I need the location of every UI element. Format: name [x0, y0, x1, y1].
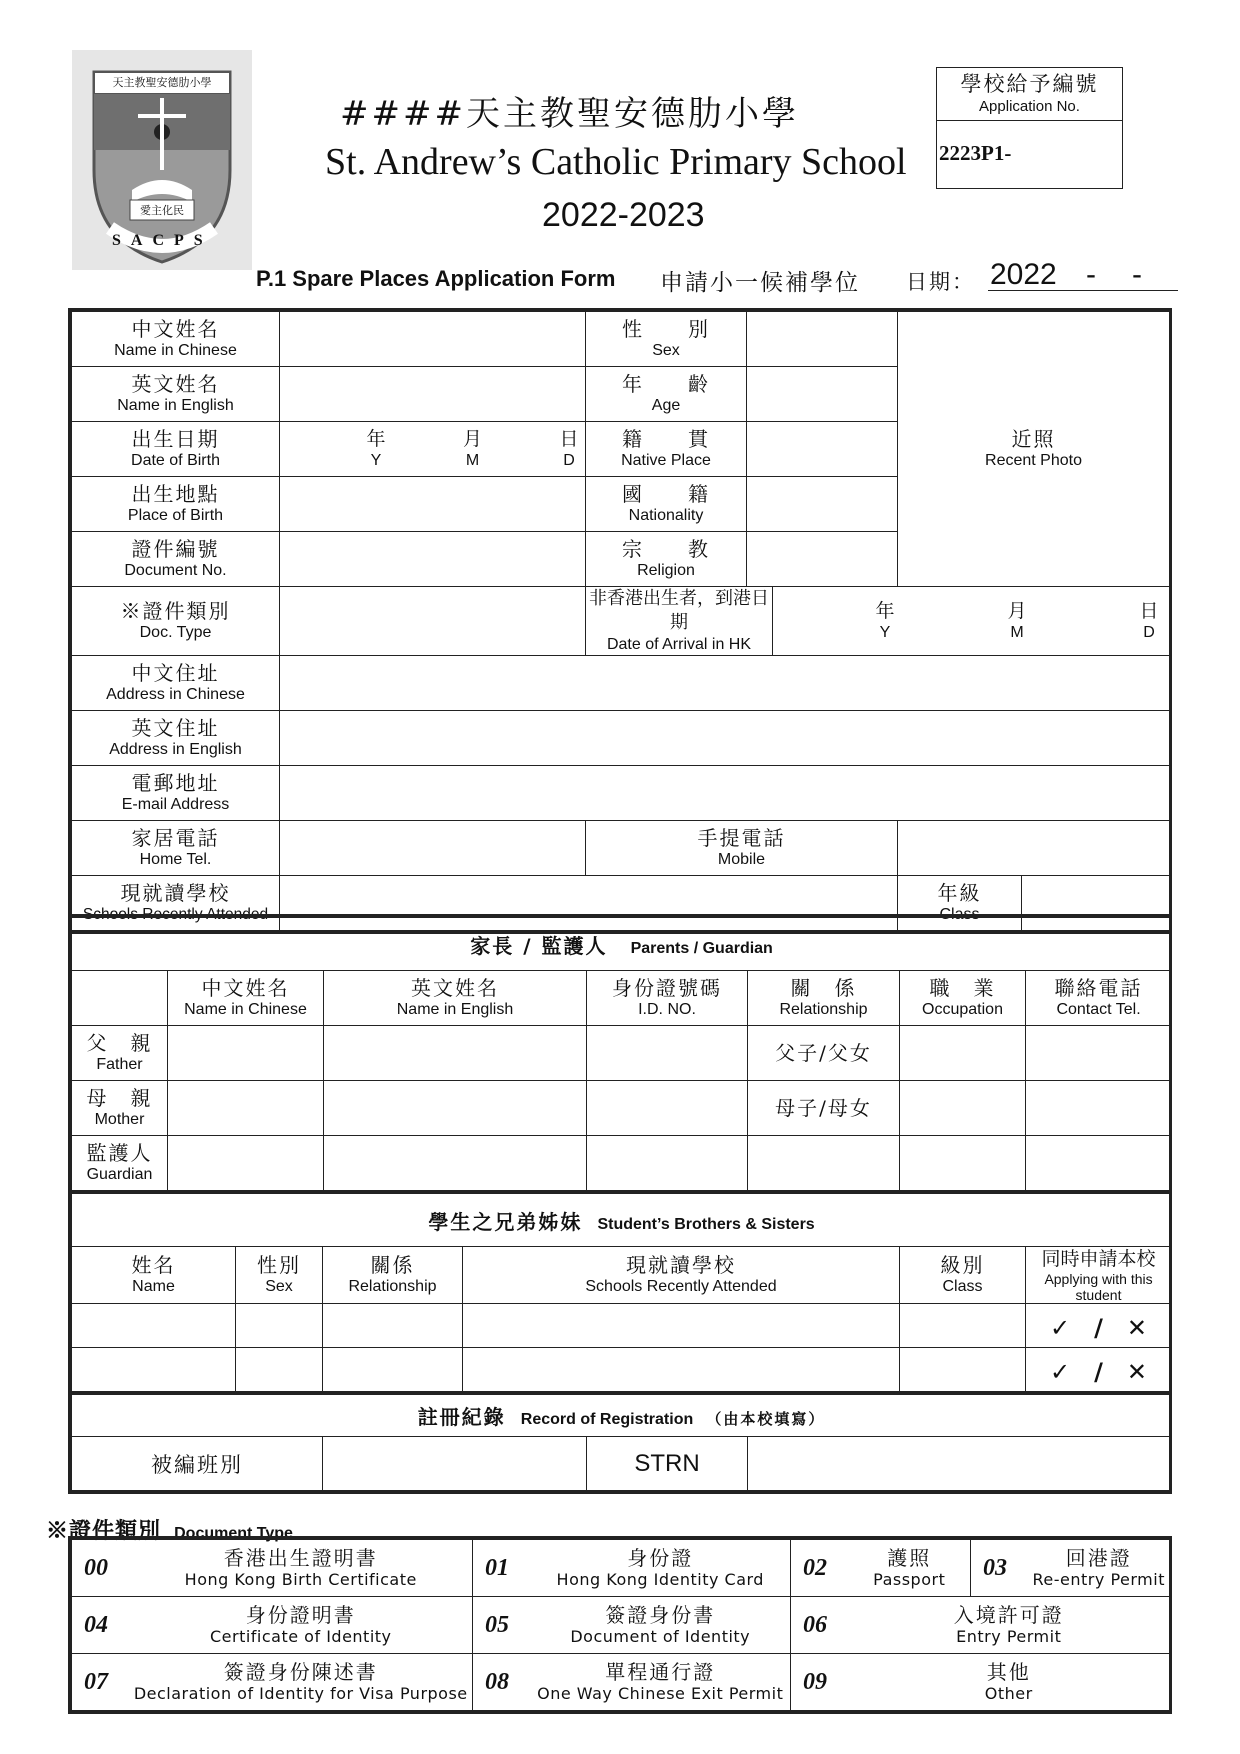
native-place-label: 籍 貫 Native Place [586, 422, 747, 477]
parents-col-relationship: 關 係 Relationship [748, 971, 900, 1026]
parents-col-name-en: 英文姓名 Name in English [324, 971, 587, 1026]
application-no-box [936, 67, 1123, 189]
mother-id-field[interactable] [587, 1081, 748, 1136]
siblings-section [68, 1190, 1172, 1395]
arrival-label: 非香港出生者，到港日期 Date of Arrival in HK [586, 587, 773, 656]
doc-code-05: 05 [473, 1597, 531, 1654]
assigned-class-label: 被編班別 [72, 1437, 323, 1491]
form-title-en: P.1 Spare Places Application Form [256, 266, 616, 291]
father-occupation-field[interactable] [900, 1026, 1026, 1081]
application-no-label-zh: 學校給予編號 [960, 72, 1099, 96]
sibling-sex-field[interactable] [236, 1304, 323, 1348]
pob-label: 出生地點 Place of Birth [72, 477, 280, 532]
guardian-id-field[interactable] [587, 1136, 748, 1191]
doc-code-09: 09 [791, 1654, 849, 1711]
date-year: 2022 [990, 258, 1057, 291]
doc-type-table [71, 1539, 1170, 1711]
guardian-name-zh-field[interactable] [168, 1136, 324, 1191]
parents-header-blank [72, 971, 168, 1026]
doc-type-01: 身份證 Hong Kong Identity Card [531, 1540, 791, 1597]
guardian-name-en-field[interactable] [324, 1136, 587, 1191]
parents-col-name-zh: 中文姓名 Name in Chinese [168, 971, 324, 1026]
siblings-col-sex: 性別 Sex [236, 1247, 323, 1304]
parents-title: 家長 / 監護人 Parents / Guardian [72, 918, 1172, 971]
school-year: 2022-2023 [542, 196, 705, 234]
doc-code-04: 04 [72, 1597, 130, 1654]
doc-type-05: 簽證身份書 Document of Identity [531, 1597, 791, 1654]
dob-label: 出生日期 Date of Birth [72, 422, 280, 477]
registration-section [68, 1391, 1172, 1494]
doc-type-legend [68, 1536, 1172, 1714]
siblings-col-school: 現就讀學校 Schools Recently Attended [463, 1247, 900, 1304]
logo-motto-text: 愛主化民 [140, 204, 184, 217]
sibling-sex-field[interactable] [236, 1348, 323, 1392]
sibling-school-field[interactable] [463, 1304, 900, 1348]
doc-code-00: 00 [72, 1540, 130, 1597]
doc-type-07: 簽證身份陳述書 Declaration of Identity for Visa Purpose [130, 1654, 473, 1711]
sex-field[interactable] [747, 312, 898, 367]
docno-field[interactable] [280, 532, 586, 587]
doc-code-01: 01 [473, 1540, 531, 1597]
name-en-label: 英文姓名 Name in English [72, 367, 280, 422]
doc-type-02: 護照 Passport [849, 1540, 971, 1597]
doc-type-09: 其他 Other [849, 1654, 1170, 1711]
parents-table [71, 917, 1172, 1191]
date-field[interactable] [988, 258, 1178, 291]
mobile-label: 手提電話 Mobile [586, 821, 898, 876]
arrival-date-field[interactable]: 年 Y 月 M 日 D [773, 587, 1170, 656]
doctype-field[interactable] [280, 587, 586, 656]
student-info-table [71, 311, 1170, 931]
email-field[interactable] [280, 766, 1170, 821]
parents-col-id: 身份證號碼 I.D. NO. [587, 971, 748, 1026]
sibling-class-field[interactable] [900, 1348, 1026, 1392]
native-place-field[interactable] [747, 422, 898, 477]
sibling-applying-choice[interactable]: ✓ / ✕ [1026, 1304, 1172, 1348]
doc-type-06: 入境許可證 Entry Permit [849, 1597, 1170, 1654]
date-separator-1: - [1086, 258, 1096, 291]
class-label: 年級 Class [898, 876, 1022, 931]
sibling-school-field[interactable] [463, 1348, 900, 1392]
nationality-field[interactable] [747, 477, 898, 532]
parents-col-tel: 聯絡電話 Contact Tel. [1026, 971, 1172, 1026]
addr-en-field[interactable] [280, 711, 1170, 766]
mother-relationship[interactable]: 母子/母女 [748, 1081, 900, 1136]
siblings-col-relationship: 關係 Relationship [323, 1247, 463, 1304]
application-no-value[interactable]: 2223P1- [939, 141, 1012, 165]
sibling-applying-choice[interactable]: ✓ / ✕ [1026, 1348, 1172, 1392]
doc-type-04: 身份證明書 Certificate of Identity [130, 1597, 473, 1654]
docno-label: 證件編號 Document No. [72, 532, 280, 587]
siblings-col-applying: 同時申請本校 Applying with this student [1026, 1247, 1172, 1304]
addr-zh-label: 中文住址 Address in Chinese [72, 656, 280, 711]
school-logo [72, 50, 252, 270]
mother-label: 母 親 Mother [72, 1081, 168, 1136]
sibling-row [72, 1348, 1172, 1392]
addr-zh-field[interactable] [280, 656, 1170, 711]
doc-type-03: 回港證 Re-entry Permit [1029, 1540, 1170, 1597]
parent-row-father [72, 1026, 1172, 1081]
mother-tel-field[interactable] [1026, 1081, 1172, 1136]
sex-label: 性 別 Sex [586, 312, 747, 367]
sibling-relationship-field[interactable] [323, 1304, 463, 1348]
doc-type-title: ※證件類別 Document Type [46, 1518, 293, 1544]
siblings-col-name: 姓名 Name [72, 1247, 236, 1304]
student-info-section [68, 308, 1172, 934]
nationality-label: 國 籍 Nationality [586, 477, 747, 532]
doc-code-08: 08 [473, 1654, 531, 1711]
doc-type-08: 單程通行證 One Way Chinese Exit Permit [531, 1654, 791, 1711]
name-zh-field[interactable] [280, 312, 586, 367]
strn-label: STRN [587, 1437, 748, 1491]
name-zh-label: 中文姓名 Name in Chinese [72, 312, 280, 367]
mother-occupation-field[interactable] [900, 1081, 1026, 1136]
parents-col-occupation: 職 業 Occupation [900, 971, 1026, 1026]
siblings-col-class: 級別 Class [900, 1247, 1026, 1304]
name-en-field[interactable] [280, 367, 586, 422]
guardian-occupation-field[interactable] [900, 1136, 1026, 1191]
hometel-field[interactable] [280, 821, 586, 876]
religion-field[interactable] [747, 532, 898, 587]
mobile-field[interactable] [898, 821, 1170, 876]
father-label: 父 親 Father [72, 1026, 168, 1081]
guardian-label: 監護人 Guardian [72, 1136, 168, 1191]
father-name-zh-field[interactable] [168, 1026, 324, 1081]
date-label: 日期： [906, 270, 975, 294]
doc-code-03: 03 [971, 1540, 1029, 1597]
logo-top-text: 天主教聖安德肋小學 [112, 76, 212, 89]
dob-field[interactable]: 年 Y 月 M 日 D [280, 422, 586, 477]
school-name-en: St. Andrew’s Catholic Primary School [325, 141, 907, 183]
strn-field[interactable] [748, 1437, 1172, 1491]
school-label: 現就讀學校 Schools Recently Attended [72, 876, 280, 931]
sibling-class-field[interactable] [900, 1304, 1026, 1348]
father-tel-field[interactable] [1026, 1026, 1172, 1081]
doc-code-02: 02 [791, 1540, 849, 1597]
date-separator-2: - [1132, 258, 1142, 291]
guardian-tel-field[interactable] [1026, 1136, 1172, 1191]
parents-section [68, 914, 1172, 1194]
sibling-row [72, 1304, 1172, 1348]
doc-code-06: 06 [791, 1597, 849, 1654]
sibling-name-field[interactable] [72, 1348, 236, 1392]
father-name-en-field[interactable] [324, 1026, 587, 1081]
assigned-class-field[interactable] [323, 1437, 587, 1491]
pob-field[interactable] [280, 477, 586, 532]
siblings-title: 學生之兄弟姊妹 Student’s Brothers & Sisters [72, 1194, 1172, 1247]
age-label: 年 齡 Age [586, 367, 747, 422]
registration-title: 註冊紀錄 Record of Registration （由本校填寫） [72, 1395, 1172, 1437]
recent-photo-box[interactable]: 近照 Recent Photo [898, 312, 1170, 587]
school-name-zh: ####天主教聖安德肋小學 [340, 94, 799, 134]
religion-label: 宗 教 Religion [586, 532, 747, 587]
sibling-relationship-field[interactable] [323, 1348, 463, 1392]
addr-en-label: 英文住址 Address in English [72, 711, 280, 766]
registration-table [71, 1394, 1172, 1491]
father-relationship[interactable]: 父子/父女 [748, 1026, 900, 1081]
parent-row-guardian [72, 1136, 1172, 1191]
hometel-label: 家居電話 Home Tel. [72, 821, 280, 876]
doc-code-07: 07 [72, 1654, 130, 1711]
email-label: 電郵地址 E-mail Address [72, 766, 280, 821]
form-title-zh: 申請小一候補學位 [660, 270, 860, 296]
doc-type-00: 香港出生證明書 Hong Kong Birth Certificate [130, 1540, 473, 1597]
mother-name-en-field[interactable] [324, 1081, 587, 1136]
age-field[interactable] [747, 367, 898, 422]
sibling-name-field[interactable] [72, 1304, 236, 1348]
parent-row-mother [72, 1081, 1172, 1136]
father-id-field[interactable] [587, 1026, 748, 1081]
application-no-label-en: Application No. [979, 98, 1080, 115]
guardian-relationship-field[interactable] [748, 1136, 900, 1191]
logo-acronym-text: SACPS [112, 232, 213, 249]
mother-name-zh-field[interactable] [168, 1081, 324, 1136]
siblings-table [71, 1193, 1172, 1392]
doctype-label: ※證件類別 Doc. Type [72, 587, 280, 656]
